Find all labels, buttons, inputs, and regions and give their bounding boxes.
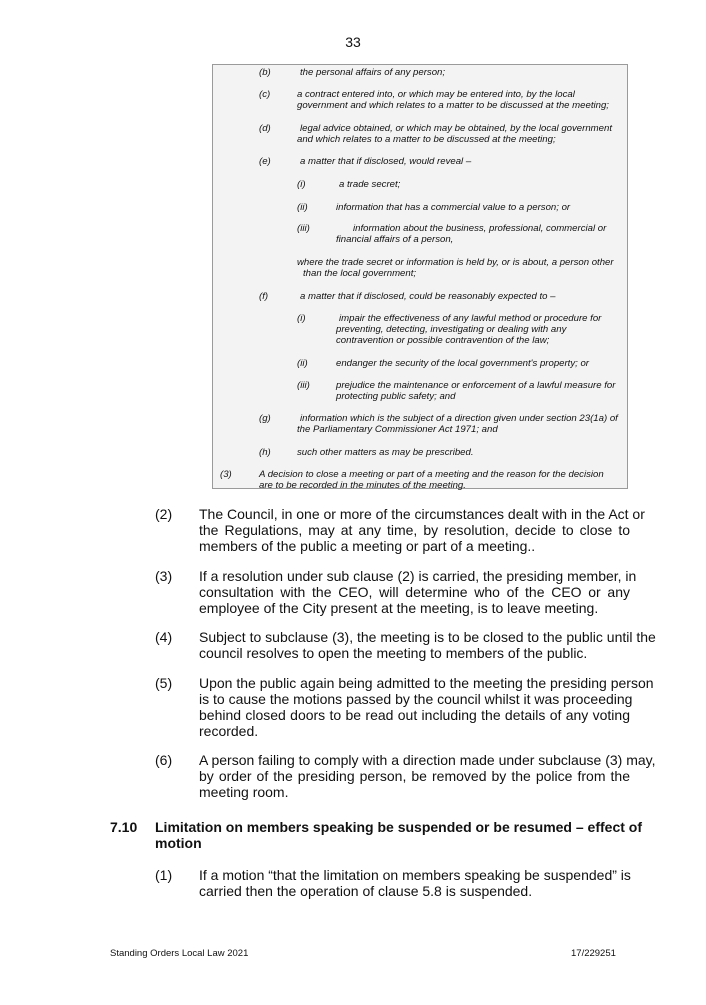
quote-label-f: (f) <box>259 291 269 302</box>
paragraph-line: The Council, in one or more of the circumstances dealt with in the Act or <box>199 506 645 522</box>
paragraph-text <box>199 568 637 617</box>
section-number: 7.10 <box>110 819 138 835</box>
quote-text-3-2: are to be recorded in the minutes of the meeting. <box>259 480 466 491</box>
paragraph-number: (3) <box>155 568 173 584</box>
footer-document-title: Standing Orders Local Law 2021 <box>110 948 249 959</box>
quote-text-e: a matter that if disclosed, would reveal – <box>300 156 472 167</box>
quote-label-c: (c) <box>259 89 271 100</box>
paragraph-text <box>199 506 645 555</box>
paragraph-number: (5) <box>155 675 173 691</box>
paragraph-line: A person failing to comply with a direction made under subclause (3) may, <box>199 752 656 768</box>
paragraph-line: Subject to subclause (3), the meeting is to be closed to the public until the <box>199 629 656 645</box>
quote-text-e-ii: information that has a commercial value to a person; or <box>336 202 571 213</box>
paragraph-line: members of the public a meeting or part of a meeting.. <box>199 537 536 554</box>
quote-label-e-iii: (iii) <box>297 223 310 234</box>
quote-text-f-ii: endanger the security of the local government's property; or <box>336 358 590 369</box>
section-title-line-1: Limitation on members speaking be suspended or be resumed – effect of <box>155 819 642 835</box>
paragraph-text <box>199 752 656 801</box>
quote-text-f-iii-1: prejudice the maintenance or enforcement of a lawful measure for <box>336 380 616 391</box>
quote-text-f-i-2: preventing, detecting, investigating or dealing with any <box>336 324 567 335</box>
paragraph-line: employee of the City present at the meeting, is to leave meeting. <box>199 599 599 616</box>
quote-label-b: (b) <box>259 67 271 78</box>
paragraph-line: meeting room. <box>199 783 289 800</box>
quote-text-f-i-1: impair the effectiveness of any lawful method or procedure for <box>339 313 602 324</box>
quote-text-where-2: than the local government; <box>303 268 417 279</box>
quote-label-f-ii: (ii) <box>297 358 308 369</box>
quote-text-g-1: information which is the subject of a direction given under section 23(1a) of <box>300 413 618 424</box>
quote-text-e-iii-1: information about the business, professional, commercial or <box>353 223 607 234</box>
quote-text-where-1: where the trade secret or information is held by, or is about, a person other <box>297 257 614 268</box>
quote-text-e-i: a trade secret; <box>339 179 401 190</box>
quote-text-c-2: government and which relates to a matter to be discussed at the meeting; <box>297 100 609 111</box>
quote-label-g: (g) <box>259 413 271 424</box>
paragraph-number: (2) <box>155 506 173 522</box>
paragraph-line: the Regulations, may at any time, by resolution, decide to close to <box>199 521 630 538</box>
paragraph-line: consultation with the CEO, will determine who of the CEO or any <box>199 583 630 600</box>
paragraph-number: (4) <box>155 629 173 645</box>
quote-label-e-ii: (ii) <box>297 202 308 213</box>
quote-label-3: (3) <box>220 469 232 480</box>
paragraph-line: behind closed doors to be read out including the details of any voting <box>199 706 630 723</box>
paragraph-number: (6) <box>155 752 173 768</box>
paragraph-line: is to cause the motions passed by the council whilst it was proceeding <box>199 690 633 707</box>
quote-text-d-1: legal advice obtained, or which may be obtained, by the local government <box>300 123 612 134</box>
quote-label-f-iii: (iii) <box>297 380 310 391</box>
quote-text-f-iii-2: protecting public safety; and <box>336 391 456 402</box>
quote-text-e-iii-2: financial affairs of a person, <box>336 234 454 245</box>
page-number: 33 <box>345 34 361 50</box>
quoted-legislation-box <box>212 64 628 489</box>
paragraph-line: Upon the public again being admitted to the meeting the presiding person <box>199 675 654 691</box>
quote-text-3-1: A decision to close a meeting or part of a meeting and the reason for the decision <box>259 469 604 480</box>
paragraph-line: If a motion “that the limitation on members speaking be suspended” is <box>199 867 631 883</box>
paragraph-number: (1) <box>155 867 173 883</box>
paragraph-text <box>199 629 656 662</box>
paragraph-line: council resolves to open the meeting to members of the public. <box>199 644 588 661</box>
quote-label-d: (d) <box>259 123 271 134</box>
section-title-line-2: motion <box>155 835 202 851</box>
quote-label-h: (h) <box>259 447 271 458</box>
quote-text-f-i-3: contravention or possible contravention of the law; <box>336 335 550 346</box>
paragraph-text <box>199 675 654 740</box>
paragraph-line: carried then the operation of clause 5.8 is suspended. <box>199 882 533 899</box>
quote-label-e-i: (i) <box>297 179 306 190</box>
quote-text-h: such other matters as may be prescribed. <box>297 447 474 458</box>
quote-text-c-1: a contract entered into, or which may be entered into, by the local <box>297 89 575 100</box>
paragraph-line: by order of the presiding person, be removed by the police from the <box>199 767 630 784</box>
quote-label-f-i: (i) <box>297 313 306 324</box>
paragraph-text <box>199 868 630 900</box>
footer-reference-number: 17/229251 <box>571 948 616 959</box>
quote-text-f: a matter that if disclosed, could be reasonably expected to – <box>300 291 556 302</box>
quote-text-d-2: and which relates to a matter to be discussed at the meeting; <box>297 134 556 145</box>
quote-text-b: the personal affairs of any person; <box>300 67 446 78</box>
quote-label-e: (e) <box>259 156 271 167</box>
paragraph-line: recorded. <box>199 722 259 739</box>
quote-text-g-2: the Parliamentary Commissioner Act 1971; and <box>297 424 498 435</box>
paragraph-line: If a resolution under sub clause (2) is carried, the presiding member, in <box>199 568 637 584</box>
